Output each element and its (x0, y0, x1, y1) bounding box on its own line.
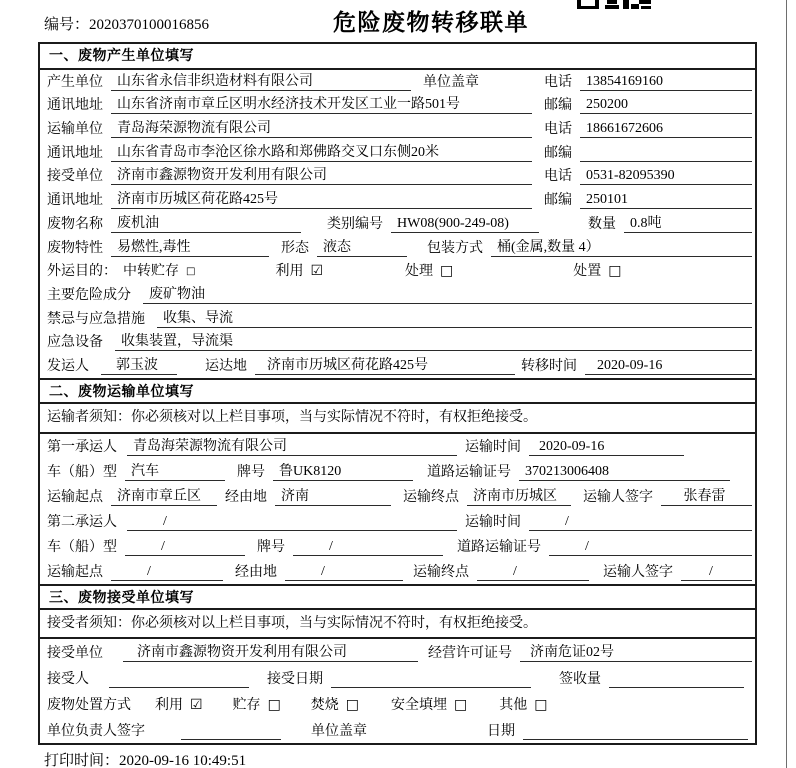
plate1-field: 鲁UK8120 (273, 463, 413, 481)
quantity-label: 数量 (588, 216, 616, 232)
row-receiver (40, 165, 755, 189)
option-label: 处置 (573, 264, 602, 280)
carrier1-field: 青岛海荣源物流有限公司 (127, 438, 457, 456)
plate1-label: 牌号 (237, 464, 265, 480)
print-time-value: 2020-09-16 10:49:51 (119, 753, 247, 768)
category-label: 类别编号 (327, 216, 383, 232)
serial-label: 编号： (44, 17, 90, 33)
character-field: 易燃性,毒性 (111, 239, 269, 257)
road-license1-label: 道路运输证号 (427, 464, 511, 480)
page-title: 危险废物转移联单 (333, 10, 529, 35)
page-right-edge (786, 0, 787, 768)
disposal-label: 废物处置方式 (47, 697, 131, 713)
addr2-label: 通讯地址 (47, 145, 103, 161)
road-license2-field: / (549, 538, 752, 556)
row-first-carrier (40, 434, 755, 459)
option-label: 贮存 (232, 697, 261, 713)
section3-header: 三、废物接受单位填写 (40, 584, 755, 610)
origin1-field: 济南市章丘区 (111, 488, 217, 506)
row-producer (40, 70, 755, 94)
section1-header: 一、废物产生单位填写 (40, 44, 755, 70)
taboo-label: 禁忌与应急措施 (47, 311, 145, 327)
head-sign-label: 单位负责人签字 (47, 723, 145, 739)
row-emergency-equipment (40, 331, 755, 355)
via1-field: 济南 (275, 488, 391, 506)
transporter-label: 运输单位 (47, 122, 103, 138)
zip2-label: 邮编 (544, 145, 572, 161)
purpose-option-utilize (275, 263, 323, 280)
checkbox-unchecked-icon: □ (186, 266, 196, 278)
row-disposal-method (40, 691, 755, 717)
transfer-date-label: 转移时间 (521, 358, 577, 374)
option-label: 安全填埋 (391, 697, 448, 713)
row-outbound-purpose (40, 260, 755, 284)
destination-label: 运达地 (205, 358, 247, 374)
origin1-label: 运输起点 (47, 489, 103, 505)
permit-field: 济南危证02号 (520, 644, 752, 662)
accept-date-field (331, 671, 531, 688)
plate2-label: 牌号 (257, 539, 285, 555)
checkbox-checked-icon: ☑ (310, 263, 324, 280)
checkbox-unchecked-icon: □ (267, 696, 281, 713)
disposal-option-incinerate (311, 697, 359, 714)
carrier-sign1-label: 运输人签字 (583, 489, 653, 505)
checkbox-unchecked-icon: □ (440, 263, 454, 280)
row-receiver-address (40, 188, 755, 212)
purpose-label: 外运目的： (47, 264, 117, 280)
via2-label: 经由地 (235, 564, 277, 580)
received-qty-label: 签收量 (559, 671, 601, 687)
origin2-label: 运输起点 (47, 564, 103, 580)
phone1-label: 电话 (544, 74, 572, 90)
vehicle1-label: 车（船）型 (47, 464, 117, 480)
checkbox-checked-icon: ☑ (190, 696, 203, 713)
quantity-field: 0.8吨 (624, 215, 752, 233)
taboo-field: 收集、导流 (157, 310, 752, 328)
origin2-field: / (111, 563, 223, 581)
transfer-form-table (38, 42, 757, 745)
phone3-field: 0531-82095390 (580, 167, 752, 185)
purpose-option-transfer-storage (123, 263, 195, 280)
addr1-field: 山东省济南市章丘区明水经济技术开发区工业一路501号 (111, 96, 532, 114)
addr2-field: 山东省青岛市李沧区徐水路和郑佛路交叉口东侧20米 (111, 144, 532, 162)
consignor-label: 发运人 (47, 358, 89, 374)
addr3-label: 通讯地址 (47, 193, 103, 209)
transport-time1-label: 运输时间 (465, 439, 521, 455)
carrier1-label: 第一承运人 (47, 439, 117, 455)
carrier-sign2-field: / (681, 563, 752, 581)
checkbox-unchecked-icon: □ (454, 696, 468, 713)
serial-value: 2020370100016856 (89, 17, 210, 33)
row-accept-unit (40, 639, 755, 665)
phone3-label: 电话 (544, 169, 572, 185)
destination-field: 济南市历城区荷花路425号 (255, 357, 515, 375)
checkbox-unchecked-icon: □ (608, 263, 622, 280)
end1-field: 济南市历城区 (467, 488, 571, 506)
producer-field: 山东省永信非织造材料有限公司 (111, 73, 411, 91)
row-transporter-notice (40, 404, 755, 434)
date-label: 日期 (487, 723, 515, 739)
transporter-notice-text: 运输者须知：你必须核对以上栏目事项，当与实际情况不符时，有权拒绝接受。 (47, 410, 537, 426)
zip1-field: 250200 (580, 96, 752, 114)
row-hazard-component (40, 283, 755, 307)
permit-label: 经营许可证号 (428, 645, 512, 661)
row-consignor (40, 354, 755, 378)
packing-field: 桶(金属,数量 4） (491, 239, 752, 257)
row-acceptor (40, 665, 755, 691)
packing-label: 包装方式 (427, 240, 483, 256)
row-waste-name (40, 212, 755, 236)
hazard-field: 废矿物油 (143, 286, 752, 304)
option-label: 利用 (155, 697, 183, 713)
end2-label: 运输终点 (413, 564, 469, 580)
road-license2-label: 道路运输证号 (457, 539, 541, 555)
hazard-label: 主要危险成分 (47, 287, 131, 303)
purpose-option-treat (405, 263, 453, 280)
zip1-label: 邮编 (544, 98, 572, 114)
waste-name-field: 废机油 (111, 215, 301, 233)
carrier-sign2-label: 运输人签字 (603, 564, 673, 580)
character-label: 废物特性 (47, 240, 103, 256)
via1-label: 经由地 (225, 489, 267, 505)
accept-unit-label: 接受单位 (47, 645, 103, 661)
vehicle1-field: 汽车 (125, 463, 225, 481)
zip3-label: 邮编 (544, 193, 572, 209)
transport-time2-field: / (529, 513, 752, 531)
date-field (523, 723, 748, 740)
row-producer-address (40, 94, 755, 118)
print-time-label: 打印时间： (44, 753, 120, 768)
phone1-field: 13854169160 (580, 73, 752, 91)
zip3-field: 250101 (580, 191, 752, 209)
zip2-field (580, 145, 752, 162)
checkbox-unchecked-icon: □ (534, 696, 548, 713)
via2-field: / (285, 563, 403, 581)
row-receiver-notice (40, 610, 755, 639)
serial-number (44, 13, 209, 34)
transfer-date-field: 2020-09-16 (585, 357, 752, 375)
print-time (44, 749, 246, 768)
option-label: 其他 (499, 697, 528, 713)
plate2-field: / (293, 538, 443, 556)
unit-seal-label: 单位盖章 (423, 74, 479, 90)
receiver-notice-text: 接受者须知：你必须核对以上栏目事项，当与实际情况不符时，有权拒绝接受。 (47, 615, 537, 631)
transport-time2-label: 运输时间 (465, 514, 521, 530)
row-transporter-address (40, 141, 755, 165)
head-sign-field (181, 723, 281, 740)
checkbox-unchecked-icon: □ (345, 696, 360, 713)
carrier2-label: 第二承运人 (47, 514, 117, 530)
form-field: 液态 (317, 239, 407, 257)
row-vehicle1 (40, 459, 755, 484)
receiver-field: 济南市鑫源物资开发利用有限公司 (111, 167, 532, 185)
disposal-option-other (499, 697, 547, 714)
row-taboo-measures (40, 307, 755, 331)
consignor-field: 郭玉波 (101, 357, 177, 375)
transporter-field: 青岛海荣源物流有限公司 (111, 120, 532, 138)
acceptor-field (109, 671, 249, 688)
row-vehicle2 (40, 534, 755, 559)
equipment-label: 应急设备 (47, 335, 103, 351)
waste-name-label: 废物名称 (47, 216, 103, 232)
road-license1-field: 370213006408 (519, 463, 730, 481)
disposal-option-utilize (155, 697, 203, 714)
category-field: HW08(900-249-08) (391, 215, 539, 233)
vehicle2-label: 车（船）型 (47, 539, 117, 555)
producer-label: 产生单位 (47, 74, 103, 90)
receiver-label: 接受单位 (47, 169, 103, 185)
option-label: 利用 (275, 264, 304, 280)
row-route1 (40, 484, 755, 509)
row-head-signature (40, 717, 755, 743)
accept-date-label: 接受日期 (267, 671, 323, 687)
row-waste-character (40, 236, 755, 260)
option-label: 处理 (405, 264, 434, 280)
purpose-option-dispose (573, 263, 621, 280)
addr3-field: 济南市历城区荷花路425号 (111, 191, 532, 209)
received-qty-field (609, 671, 744, 688)
vehicle2-field: / (125, 538, 245, 556)
row-transporter (40, 117, 755, 141)
row-second-carrier (40, 509, 755, 534)
unit-seal3-label: 单位盖章 (311, 723, 367, 739)
option-label: 中转贮存 (123, 264, 179, 280)
end2-field: / (477, 563, 589, 581)
option-label: 焚烧 (310, 697, 339, 713)
phone2-label: 电话 (544, 122, 572, 138)
section2-header: 二、废物运输单位填写 (40, 378, 755, 404)
equipment-field: 收集装置，导流渠 (115, 333, 752, 351)
qr-code-icon (577, 0, 651, 9)
row-route2 (40, 559, 755, 584)
accept-unit-field: 济南市鑫源物资开发利用有限公司 (123, 644, 418, 662)
disposal-option-landfill (391, 697, 467, 714)
form-label: 形态 (281, 240, 309, 256)
disposal-option-store (233, 697, 281, 714)
carrier-sign1-field: 张春雷 (661, 488, 752, 506)
end1-label: 运输终点 (403, 489, 459, 505)
transport-time1-field: 2020-09-16 (529, 438, 684, 456)
acceptor-label: 接受人 (47, 671, 89, 687)
phone2-field: 18661672606 (580, 120, 752, 138)
addr1-label: 通讯地址 (47, 98, 103, 114)
carrier2-field: / (127, 513, 457, 531)
